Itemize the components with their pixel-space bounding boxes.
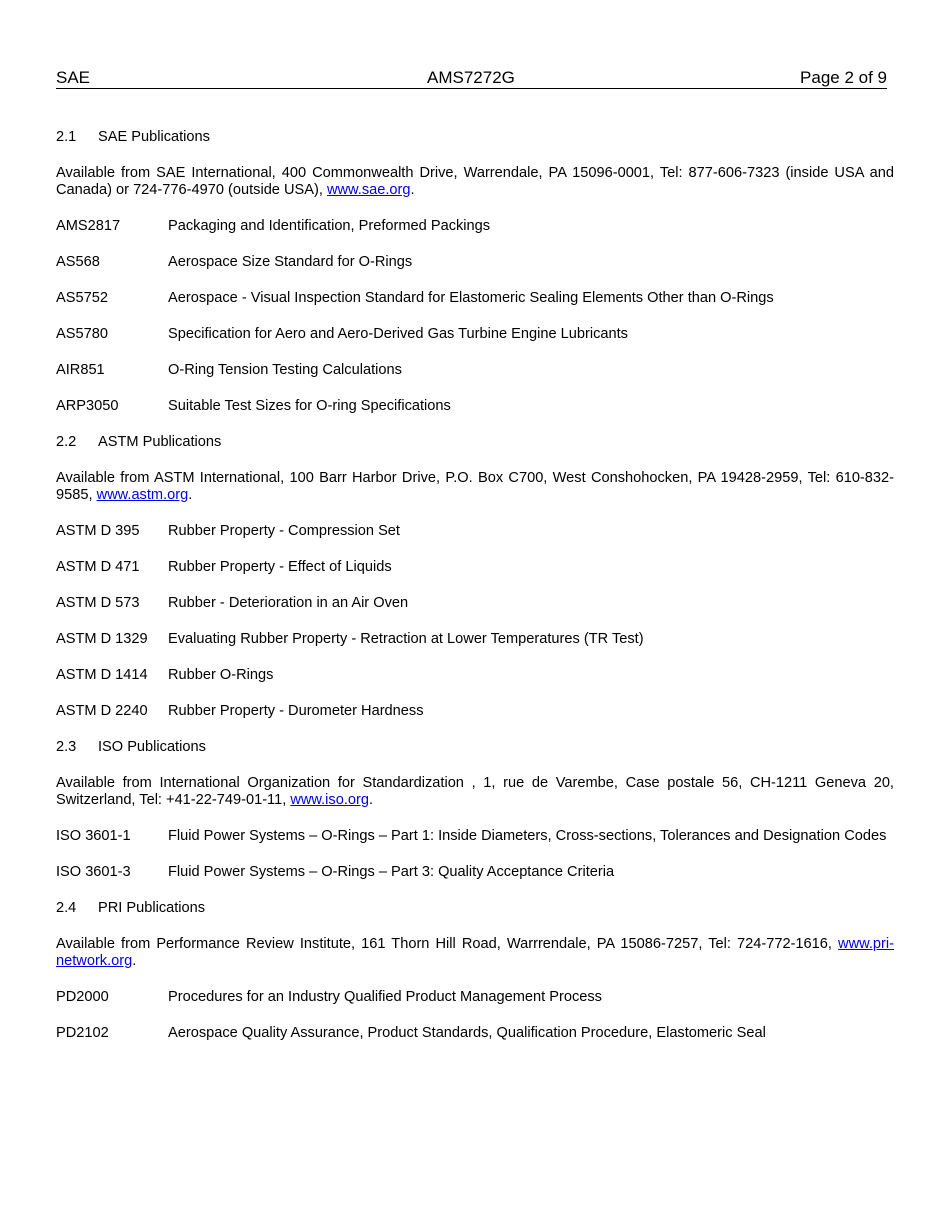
reference-row	[56, 523, 894, 540]
iso-link[interactable]: www.iso.org	[290, 792, 369, 808]
section-title: SAE Publications	[98, 129, 210, 145]
reference-code: PD2000	[56, 989, 109, 1005]
header-org: SAE	[56, 68, 91, 87]
reference-title: Packaging and Identification, Preformed Packings	[168, 218, 491, 234]
reference-row	[56, 326, 894, 343]
reference-title: Fluid Power Systems – O-Rings – Part 3: Quality Acceptance Criteria	[168, 864, 615, 880]
reference-title: Aerospace Size Standard for O-Rings	[168, 254, 413, 270]
section-number: 2.2	[56, 434, 77, 450]
reference-title: Procedures for an Industry Qualified Product Management Process	[168, 989, 602, 1005]
availability-text: Available from International Organization for Standardization , 1, rue de Varembe, Case postale 56, CH-1211 Geneva 20, Switzerland, Tel: +41-22-749-01-11,	[56, 775, 894, 808]
reference-row	[56, 828, 894, 845]
availability-paragraph: Available from Performance Review Institute, 161 Thorn Hill Road, Warrrendale, PA 15086-7257, Tel: 724-772-1616, www.pri-network.org.	[56, 936, 894, 969]
availability-paragraph: Available from ASTM International, 100 Barr Harbor Drive, P.O. Box C700, West Conshohocken, PA 19428-2959, Tel: 610-832-9585, www.astm.org.	[56, 470, 894, 503]
availability-text: Available from SAE International, 400 Commonwealth Drive, Warrendale, PA 15096-0001, Tel: 877-606-7323 (inside USA and Canada) or 724-776-4970 (outside USA),	[56, 165, 894, 198]
reference-row	[56, 703, 894, 720]
reference-code: ASTM D 573	[56, 595, 140, 611]
section-number: 2.4	[56, 900, 77, 916]
reference-code: AMS2817	[56, 218, 121, 234]
reference-title: Rubber - Deterioration in an Air Oven	[168, 595, 409, 611]
reference-code: ASTM D 471	[56, 559, 140, 575]
section-heading	[56, 739, 894, 756]
document-body	[56, 129, 894, 1061]
reference-code: ARP3050	[56, 398, 119, 414]
section-title: PRI Publications	[98, 900, 206, 916]
reference-code: AS5780	[56, 326, 108, 342]
section-title: ASTM Publications	[98, 434, 222, 450]
reference-title: Fluid Power Systems – O-Rings – Part 1: Inside Diameters, Cross-sections, Tolerances and Designation Codes	[168, 828, 887, 844]
sae-link[interactable]: www.sae.org	[326, 182, 411, 198]
reference-title: Evaluating Rubber Property - Retraction at Lower Temperatures (TR Test)	[168, 631, 644, 647]
header-page-number: Page 2 of 9	[800, 68, 887, 87]
reference-code: ISO 3601-1	[56, 828, 131, 844]
reference-row	[56, 254, 894, 271]
availability-text: Available from Performance Review Institute, 161 Thorn Hill Road, Warrrendale, PA 15086-7257, Tel: 724-772-1616,	[56, 936, 839, 952]
reference-title: Suitable Test Sizes for O-ring Specifications	[168, 398, 451, 414]
reference-row	[56, 290, 894, 307]
reference-row	[56, 667, 894, 684]
reference-row	[56, 864, 894, 881]
astm-link[interactable]: www.astm.org	[96, 487, 189, 503]
reference-code: ASTM D 395	[56, 523, 140, 539]
reference-title: Rubber O-Rings	[168, 667, 274, 683]
availability-text: Available from ASTM International, 100 Barr Harbor Drive, P.O. Box C700, West Conshohocken, PA 19428-2959, Tel: 610-832-9585,	[56, 470, 894, 503]
reference-code: AS5752	[56, 290, 108, 306]
reference-row	[56, 398, 894, 415]
reference-title: Rubber Property - Compression Set	[168, 523, 400, 539]
reference-code: AIR851	[56, 362, 105, 378]
reference-row	[56, 362, 894, 379]
header-doc-id: AMS7272G	[427, 68, 515, 87]
page-header	[56, 68, 887, 89]
reference-title: Aerospace - Visual Inspection Standard for Elastomeric Sealing Elements Other than O-Rings	[168, 290, 774, 306]
section-title: ISO Publications	[98, 739, 206, 755]
reference-code: ISO 3601-3	[56, 864, 131, 880]
reference-title: O-Ring Tension Testing Calculations	[168, 362, 402, 378]
reference-code: ASTM D 2240	[56, 703, 148, 719]
reference-row	[56, 989, 894, 1006]
availability-paragraph: Available from SAE International, 400 Commonwealth Drive, Warrendale, PA 15096-0001, Tel: 877-606-7323 (inside USA and Canada) or 724-776-4970 (outside USA), www.sae.org.	[56, 165, 894, 198]
reference-row	[56, 631, 894, 648]
reference-code: PD2102	[56, 1025, 109, 1041]
pri-link[interactable]: www.pri-network.org	[56, 936, 894, 969]
reference-title: Rubber Property - Effect of Liquids	[168, 559, 392, 575]
reference-code: ASTM D 1414	[56, 667, 148, 683]
section-heading	[56, 434, 894, 451]
reference-title: Aerospace Quality Assurance, Product Standards, Qualification Procedure, Elastomeric Seal	[168, 1025, 766, 1041]
reference-code: ASTM D 1329	[56, 631, 148, 647]
reference-code: AS568	[56, 254, 100, 270]
section-heading	[56, 900, 894, 917]
reference-row	[56, 559, 894, 576]
reference-title: Specification for Aero and Aero-Derived Gas Turbine Engine Lubricants	[168, 326, 628, 342]
reference-row	[56, 595, 894, 612]
availability-paragraph: Available from International Organization for Standardization , 1, rue de Varembe, Case postale 56, CH-1211 Geneva 20, Switzerland, Tel: +41-22-749-01-11, www.iso.org.	[56, 775, 894, 808]
section-heading	[56, 129, 894, 146]
reference-row	[56, 1025, 894, 1042]
section-number: 2.3	[56, 739, 77, 755]
section-number: 2.1	[56, 129, 77, 145]
reference-title: Rubber Property - Durometer Hardness	[168, 703, 424, 719]
reference-row	[56, 218, 894, 235]
